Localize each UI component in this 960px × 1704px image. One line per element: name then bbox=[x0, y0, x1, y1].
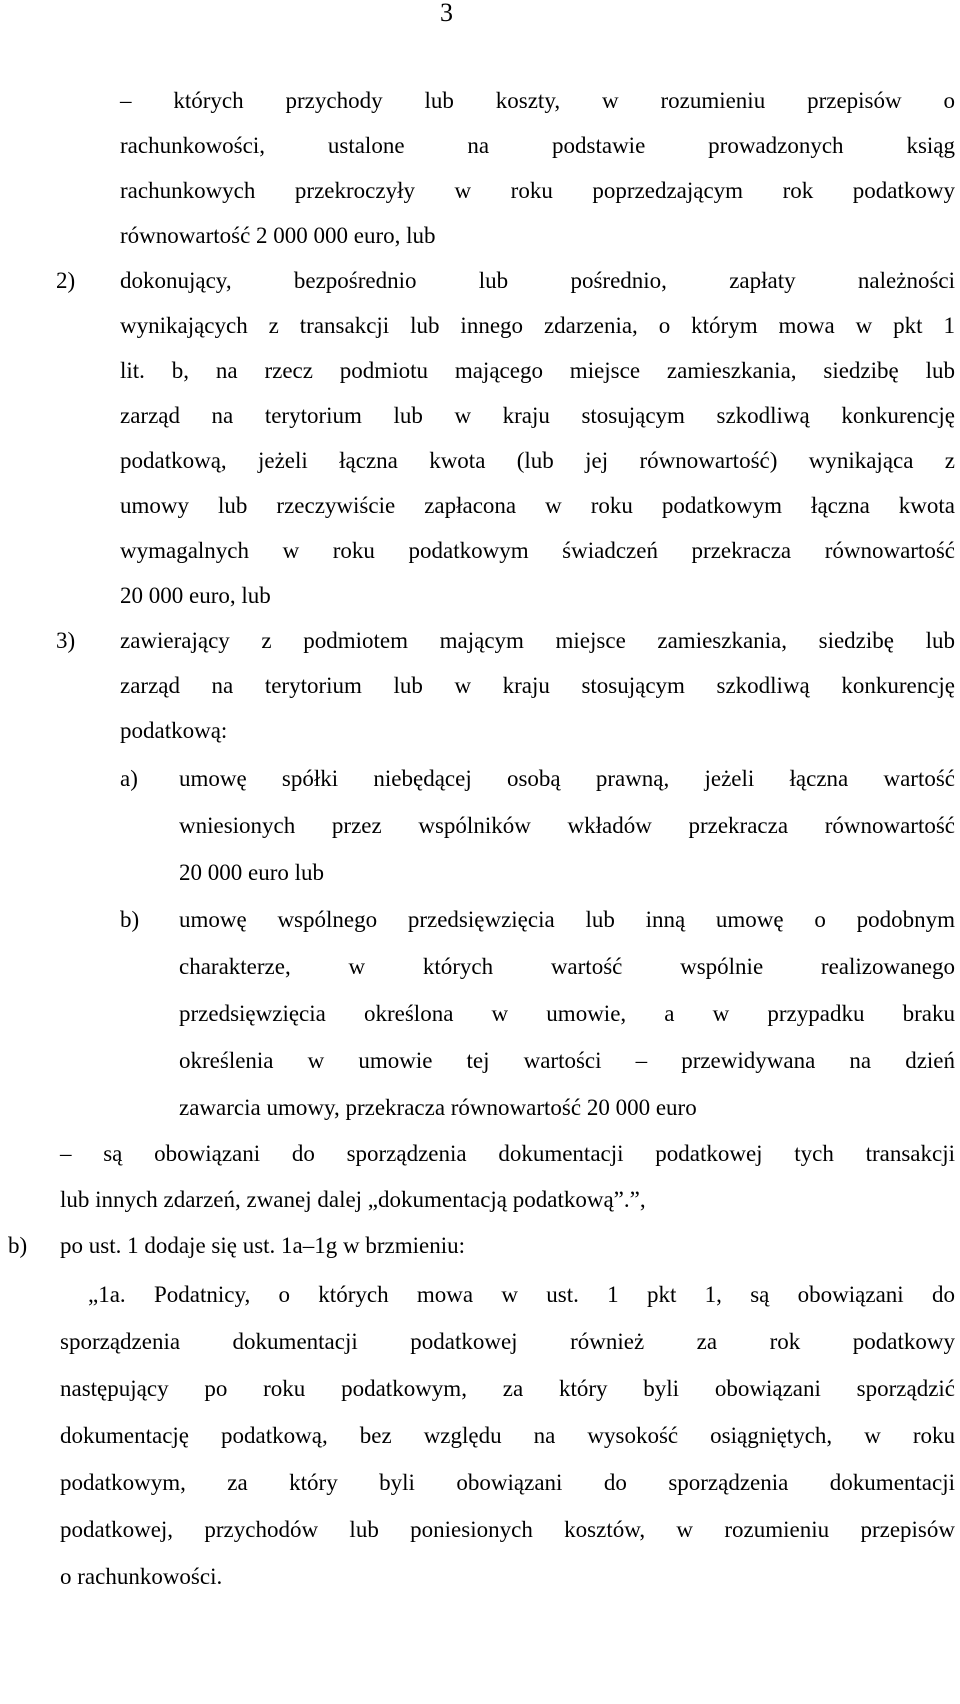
text-line: dokumentację podatkową, bez względu na wysokość osiągniętych, w roku bbox=[60, 1423, 955, 1448]
text-line: charakterze, w których wartość wspólnie realizowanego bbox=[179, 954, 955, 979]
text-line: następujący po roku podatkowym, za który byli obowiązani sporządzić bbox=[60, 1376, 955, 1401]
text-line: rachunkowych przekroczyły w roku poprzedzającym rok podatkowy bbox=[120, 178, 955, 203]
text-line: dokonujący, bezpośrednio lub pośrednio, zapłaty należności bbox=[120, 268, 955, 293]
text-line: równowartość 2 000 000 euro, lub bbox=[120, 223, 436, 248]
text-line: po ust. 1 dodaje się ust. 1a–1g w brzmieniu: bbox=[60, 1233, 465, 1258]
text-line: zarząd na terytorium lub w kraju stosującym szkodliwą konkurencję bbox=[120, 673, 955, 698]
text-line: rachunkowości, ustalone na podstawie prowadzonych ksiąg bbox=[120, 133, 955, 158]
text-line: umowę spółki niebędącej osobą prawną, jeżeli łączna wartość bbox=[179, 766, 955, 791]
text-line: o rachunkowości. bbox=[60, 1564, 223, 1589]
text-line: – których przychody lub koszty, w rozumieniu przepisów o bbox=[120, 88, 955, 113]
text-line: lub innych zdarzeń, zwanej dalej „dokumentacją podatkową”.”, bbox=[60, 1187, 646, 1212]
text-line: określenia w umowie tej wartości – przewidywana na dzień bbox=[179, 1048, 955, 1073]
text-line: lit. b, na rzecz podmiotu mającego miejsce zamieszkania, siedzibę lub bbox=[120, 358, 955, 383]
text-line: „1a. Podatnicy, o których mowa w ust. 1 pkt 1, są obowiązani do bbox=[88, 1282, 955, 1307]
list-label: 2) bbox=[56, 268, 76, 293]
text-line: zarząd na terytorium lub w kraju stosującym szkodliwą konkurencję bbox=[120, 403, 955, 428]
text-line: podatkową, jeżeli łączna kwota (lub jej równowartość) wynikająca z bbox=[120, 448, 955, 473]
list-label: b) bbox=[8, 1233, 28, 1258]
text-line: 20 000 euro lub bbox=[179, 860, 325, 885]
list-label: b) bbox=[120, 907, 140, 932]
text-line: sporządzenia dokumentacji podatkowej również za rok podatkowy bbox=[60, 1329, 955, 1354]
text-line: – są obowiązani do sporządzenia dokumentacji podatkowej tych transakcji bbox=[60, 1141, 955, 1166]
text-line: zawarcia umowy, przekracza równowartość 20 000 euro bbox=[179, 1095, 697, 1120]
list-label: a) bbox=[120, 766, 138, 791]
text-line: wymagalnych w roku podatkowym świadczeń przekracza równowartość bbox=[120, 538, 955, 563]
text-line: umowy lub rzeczywiście zapłacona w roku podatkowym łączna kwota bbox=[120, 493, 955, 518]
list-label: 3) bbox=[56, 628, 76, 653]
text-line: wniesionych przez wspólników wkładów przekracza równowartość bbox=[179, 813, 955, 838]
page-number: 3 bbox=[440, 0, 453, 27]
text-line: wynikających z transakcji lub innego zdarzenia, o którym mowa w pkt 1 bbox=[120, 313, 955, 338]
text-line: umowę wspólnego przedsięwzięcia lub inną umowę o podobnym bbox=[179, 907, 955, 932]
text-line: podatkowej, przychodów lub poniesionych kosztów, w rozumieniu przepisów bbox=[60, 1517, 955, 1542]
text-line: podatkową: bbox=[120, 718, 228, 743]
text-line: przedsięwzięcia określona w umowie, a w przypadku braku bbox=[179, 1001, 955, 1026]
text-line: zawierający z podmiotem mającym miejsce zamieszkania, siedzibę lub bbox=[120, 628, 955, 653]
text-line: podatkowym, za który byli obowiązani do sporządzenia dokumentacji bbox=[60, 1470, 955, 1495]
text-line: 20 000 euro, lub bbox=[120, 583, 271, 608]
